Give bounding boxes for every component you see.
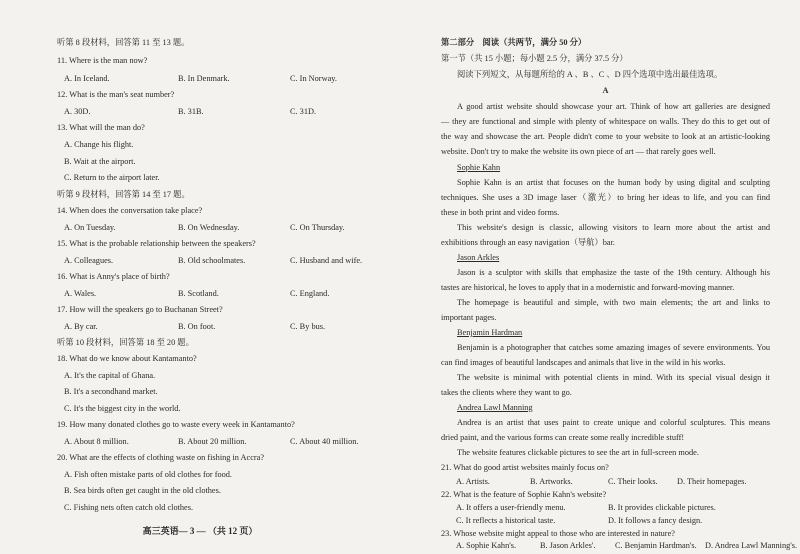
instruction: 阅读下列短文，从每题所给的 A 、B 、C 、D 四个选项中选出最佳选项。 [457,70,723,79]
right-page [400,0,800,554]
question-18-option-a: A. It's the capital of Ghana. [64,371,156,380]
paragraph-line: exhibitions through an easy navigation（导航）bar. [441,238,615,247]
section-title: 第二部分 阅读（共两节，满分 50 分） [441,38,587,47]
question-11-stem: 11. Where is the man now? [57,56,148,65]
question-14-option-a: A. On Tuesday. [64,223,116,232]
question-12-option-b: B. 31B. [178,107,204,116]
question-14-option-c: C. On Thursday. [290,223,345,232]
question-11-option-a: A. In Iceland. [64,74,110,83]
paragraph-line: The website is minimal with potential clients in mind. With its special visual design it [457,373,770,382]
paragraph-line: tastes are historical, he loves to apply that in a modernistic and forward-moving manner. [441,283,735,292]
question-21-option-c: C. Their looks. [608,477,658,486]
question-15-option-c: C. Husband and wife. [290,256,363,265]
question-15-option-a: A. Colleagues. [64,256,114,265]
artist-name-andrea-lawl-manning: Andrea Lawl Manning [457,403,533,412]
paragraph-line: the way and showcase the art. People didn't come to your website to look at an artistic-looking [441,132,770,141]
question-23-option-c: C. Benjamin Hardman's. [615,541,697,550]
question-12-option-c: C. 31D. [290,107,317,116]
question-19-option-a: A. About 8 million. [64,437,129,446]
question-15-option-b: B. Old schoolmates. [178,256,246,265]
question-14-option-b: B. On Wednesday. [178,223,240,232]
question-22-option-b: B. It provides clickable pictures. [608,503,716,512]
paragraph-line: these in both print and video forms. [441,208,560,217]
question-23-stem: 23. Whose website might appeal to those who are interested in nature? [441,529,675,538]
question-20-option-b: B. Sea birds often get caught in the old clothes. [64,486,221,495]
question-18-stem: 18. What do we know about Kantamanto? [57,354,197,363]
question-12-stem: 12. What is the man's seat number? [57,90,175,99]
artist-name-sophie-kahn: Sophie Kahn [457,163,501,172]
paragraph-line: dried paint, and the various forms can create some really incredible stuff! [441,433,685,442]
question-13-option-c: C. Return to the airport later. [64,173,160,182]
question-15-stem: 15. What is the probable relationship between the speakers? [57,239,256,248]
question-22-option-c: C. It reflects a historical taste. [456,516,556,525]
question-23-option-b: B. Jason Arkles'. [540,541,596,550]
section-intro-9: 听第 9 段材料，回答第 14 至 17 题。 [57,190,190,199]
question-19-option-c: C. About 40 million. [290,437,359,446]
question-23-option-a: A. Sophie Kahn's. [456,541,517,550]
question-22-option-d: D. It follows a fancy design. [608,516,703,525]
paragraph-line: The homepage is beautiful and simple, with two main elements; the art and links to [457,298,770,307]
section-intro-10: 听第 10 段材料，回答第 18 至 20 题。 [57,338,194,347]
passage-label: A [602,86,609,95]
question-22-option-a: A. It offers a user-friendly menu. [456,503,566,512]
question-22-stem: 22. What is the feature of Sophie Kahn's website? [441,490,607,499]
question-20-option-c: C. Fishing nets often catch old clothes. [64,503,194,512]
question-19-stem: 19. How many donated clothes go to waste every week in Kantamanto? [57,420,295,429]
paragraph-line: can find images of beautiful landscapes and animals that live in the wild in his works. [441,358,726,367]
question-21-option-b: B. Artworks. [530,477,573,486]
question-12-option-a: A. 30D. [64,107,91,116]
question-20-option-a: A. Fish often mistake parts of old clothes for food. [64,470,232,479]
question-16-stem: 16. What is Anny's place of birth? [57,272,170,281]
question-16-option-b: B. Scotland. [178,289,219,298]
paragraph-line: techniques. She uses a 3D image laser（激光）to bring her ideas to life, and you can find [441,193,770,202]
paragraph-line: A good artist website should showcase your art. Think of how art galleries are designed [457,102,770,111]
question-17-option-a: A. By car. [64,322,98,331]
question-18-option-c: C. It's the biggest city in the world. [64,404,181,413]
paragraph-line: Jason is a sculptor with skills that emphasize the taste of the 19th century. Although his [457,268,770,277]
question-21-option-a: A. Artists. [456,477,490,486]
question-13-option-b: B. Wait at the airport. [64,157,136,166]
question-11-option-c: C. In Norway. [290,74,337,83]
paragraph-line: important pages. [441,313,497,322]
question-13-option-a: A. Change his flight. [64,140,134,149]
paragraph-line: Andrea is an artist that uses paint to create unique and colorful sculptures. This means [457,418,770,427]
paragraph-line: Benjamin is a photographer that catches some amazing images of severe environments. You [457,343,770,352]
subsection-title: 第一节（共 15 小题；每小题 2.5 分，满分 37.5 分） [441,54,628,63]
paragraph-line: This website's design is classic, allowing visitors to learn more about the artist and [457,223,770,232]
paragraph-line: — they are functional and simple with plenty of whitespace on walls. They do this to get out of [441,117,770,126]
page-footer-left: 高三英语— 3 — （共 12 页） [142,526,258,536]
question-11-option-b: B. In Denmark. [178,74,230,83]
question-20-stem: 20. What are the effects of clothing waste on fishing in Accra? [57,453,265,462]
question-16-option-a: A. Wales. [64,289,97,298]
question-16-option-c: C. England. [290,289,330,298]
question-23-option-d: D. Andrea Lawl Manning's. [705,541,798,550]
question-14-stem: 14. When does the conversation take place? [57,206,203,215]
question-17-option-b: B. On foot. [178,322,216,331]
question-18-option-b: B. It's a secondhand market. [64,387,158,396]
question-21-stem: 21. What do good artist websites mainly focus on? [441,463,609,472]
question-13-stem: 13. What will the man do? [57,123,145,132]
question-17-stem: 17. How will the speakers go to Buchanan Street? [57,305,223,314]
artist-name-jason-arkles: Jason Arkles [457,253,500,262]
paragraph-line: takes the clients where they want to go. [441,388,572,397]
question-19-option-b: B. About 20 million. [178,437,247,446]
section-intro-8: 听第 8 段材料，回答第 11 至 13 题。 [57,38,190,47]
question-21-option-d: D. Their homepages. [677,477,747,486]
question-17-option-c: C. By bus. [290,322,326,331]
paragraph-line: The website features clickable pictures to see the art in full-screen mode. [457,448,699,457]
paragraph-line: Sophie Kahn is an artist that focuses on the human body by using digital and sculpting [457,178,770,187]
paragraph-line: website. Don't try to make the website its own piece of art — that rarely goes well. [441,147,716,156]
artist-name-benjamin-hardman: Benjamin Hardman [457,328,523,337]
